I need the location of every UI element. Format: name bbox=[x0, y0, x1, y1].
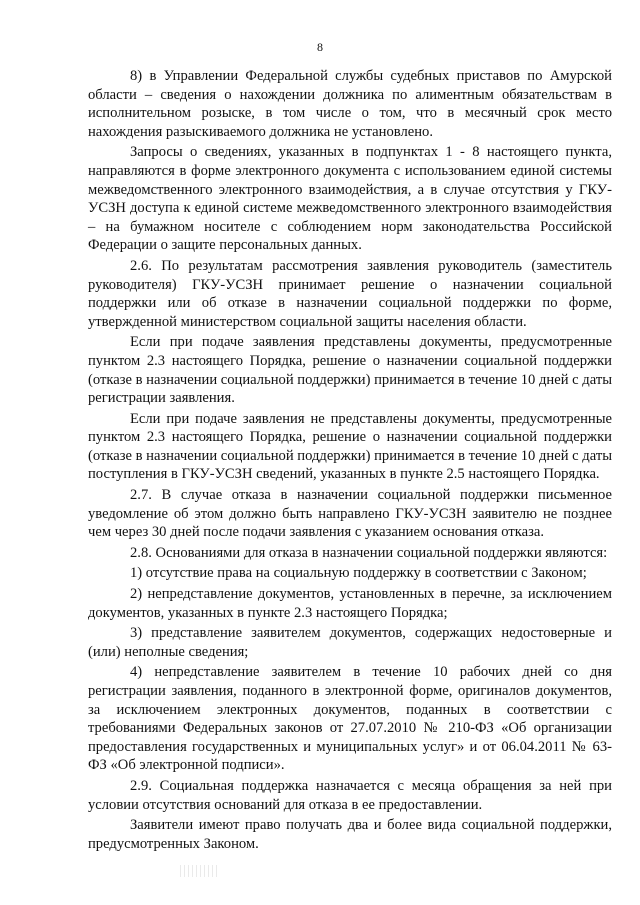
paragraph-docs-provided: Если при подаче заявления представлены документы, предусмотренные пунктом 2.3 настоящего Порядка, решение о назначении социальной поддержки (отказе в назначении социальной поддержки) принимается в течение 10 дней с даты регистрации заявления. bbox=[88, 334, 612, 407]
paragraph-requests: Запросы о сведениях, указанных в подпунктах 1 - 8 настоящего пункта, направляются в форме электронного документа с использованием единой системы межведомственного электронного взаимодействия, а в случае отсутствия у ГКУ-УСЗН доступа к единой системе межведомственного электронного взаимодействия – на бумажном носителе с соблюдением норм законодательства Российской Федерации о защите персональных данных. bbox=[88, 144, 612, 254]
list-item-refusal-4: 4) непредставление заявителем в течение 10 рабочих дней со дня регистрации заявления, поданного в электронной форме, оригиналов документов, за исключением электронных документов, поданных в соответствии с требованиями Федеральных законов от 27.07.2010 № 210-ФЗ «Об организации предоставления государственных и муниципальных услуг» и от 06.04.2011 № 63-ФЗ «Об электронной подписи». bbox=[88, 664, 612, 774]
list-item-refusal-2: 2) непредставление документов, установленных в перечне, за исключением документов, указанных в пункте 2.3 настоящего Порядка; bbox=[88, 586, 612, 621]
paragraph-2-6: 2.6. По результатам рассмотрения заявления руководитель (заместитель руководителя) ГКУ-УСЗН принимает решение о назначении социальной поддержки или об отказе в назначении социальной поддержки по форме, утвержденной министерством социальной защиты населения области. bbox=[88, 257, 612, 330]
paragraph-subitem-8: 8) в Управлении Федеральной службы судебных приставов по Амурской области – сведения о нахождении должника по алиментным обязательствам в исполнительном розыске, в том числе о том, что в месячный срок место нахождения разыскиваемого должника не установлено. bbox=[88, 68, 612, 140]
document-body bbox=[88, 67, 612, 855]
paragraph-2-9: 2.9. Социальная поддержка назначается с месяца обращения за ней при условии отсутствия оснований для отказа в ее предоставлении. bbox=[88, 777, 612, 813]
paragraph-2-7: 2.7. В случае отказа в назначении социальной поддержки письменное уведомление об этом должно быть направлено ГКУ-УСЗН заявителю не позднее чем через 30 дней после подачи заявления с указанием основания отказа. bbox=[88, 487, 612, 541]
paragraph-applicants-right: Заявители имеют право получать два и более вида социальной поддержки, предусмотренных Законом. bbox=[88, 817, 612, 852]
list-item-refusal-1: 1) отсутствие права на социальную поддержку в соответствии с Законом; bbox=[130, 565, 587, 582]
paragraph-2-8: 2.8. Основаниями для отказа в назначении социальной поддержки являются: bbox=[130, 544, 608, 561]
list-item-refusal-3: 3) представление заявителем документов, содержащих недостоверные и (или) неполные сведения; bbox=[88, 625, 612, 660]
paragraph-docs-not-provided: Если при подаче заявления не представлены документы, предусмотренные пунктом 2.3 настоящего Порядка, решение о назначении социальной поддержки (отказе в назначении социальной поддержки) принимается в течение 10 дней с даты поступления в ГКУ-УСЗН сведений, указанных в пункте 2.5 настоящего Порядка. bbox=[88, 410, 612, 483]
scan-artifact bbox=[180, 865, 220, 877]
page-number: 8 bbox=[317, 40, 323, 54]
